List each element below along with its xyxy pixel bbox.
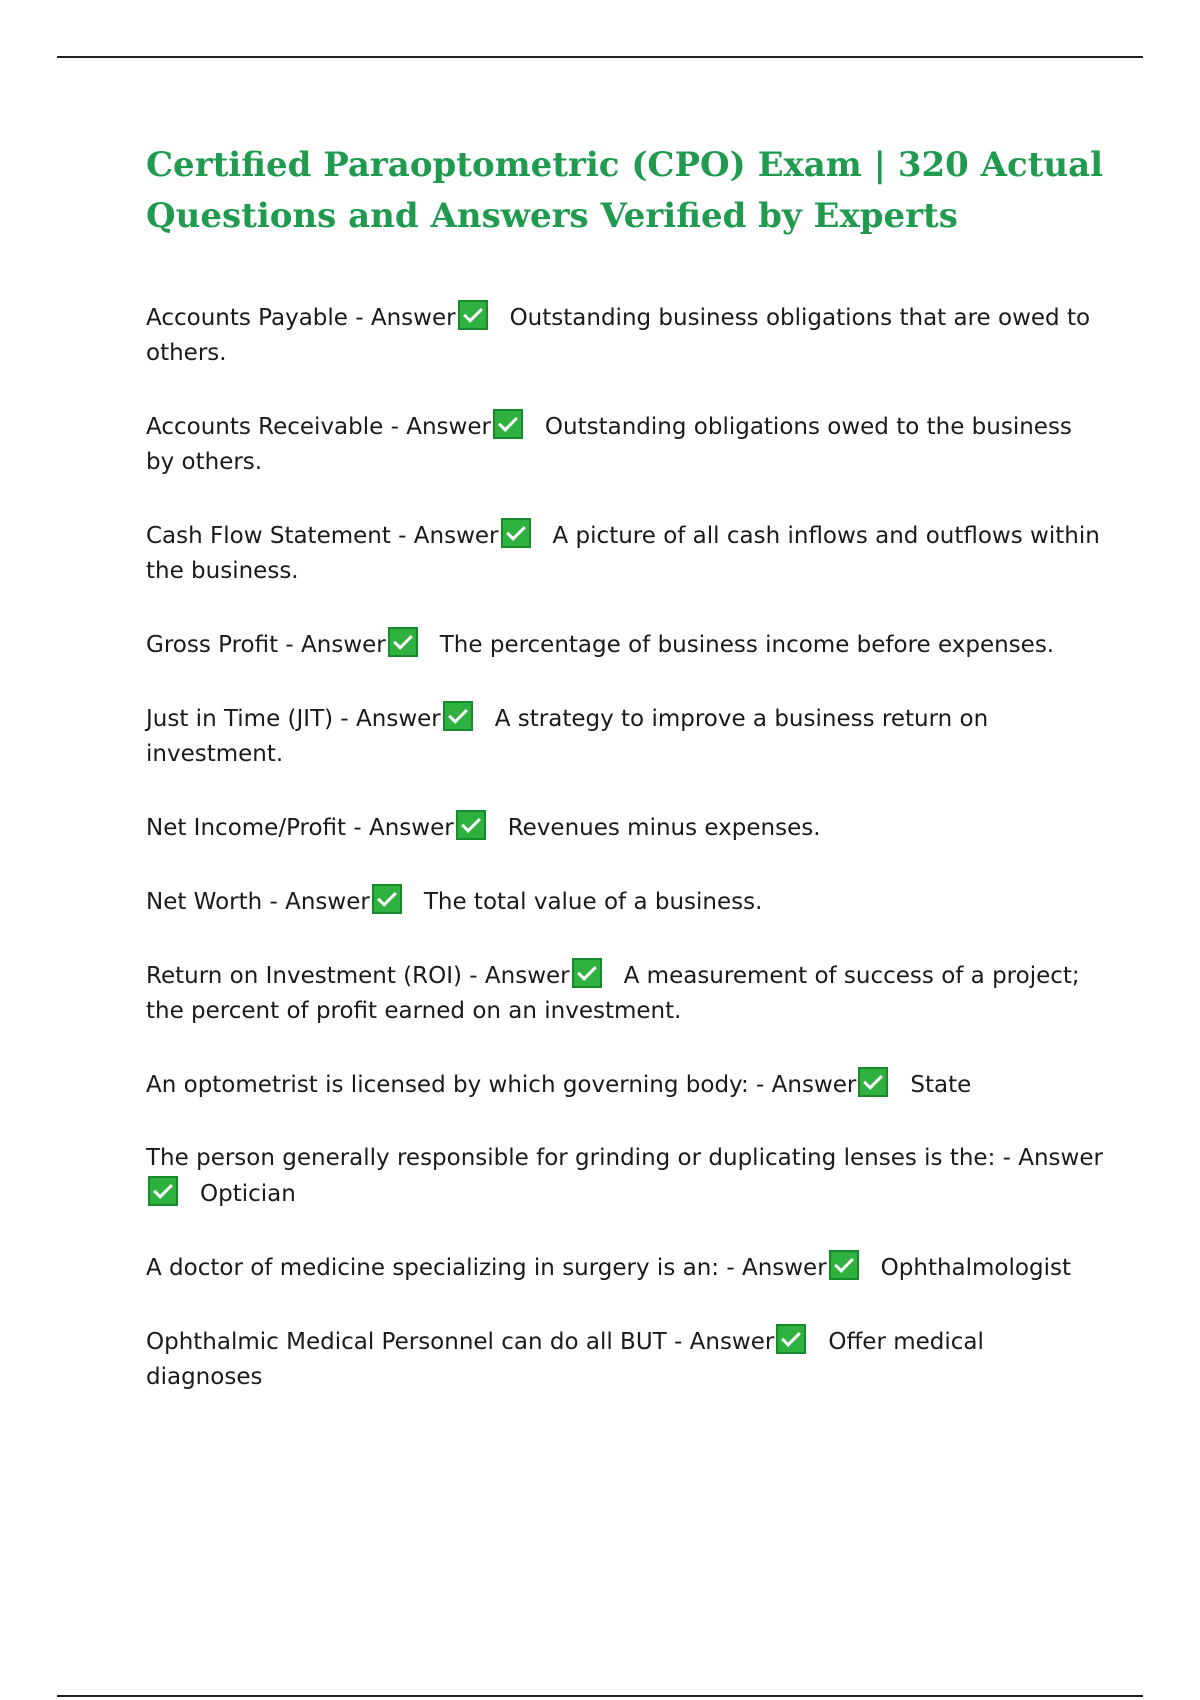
checkmark-icon — [148, 1176, 178, 1206]
qa-item-gross-profit — [146, 627, 1106, 663]
checkmark-icon — [829, 1250, 859, 1280]
document-title: Certified Paraoptometric (CPO) Exam | 320 Actual Questions and Answers Verified by Experts — [146, 145, 1104, 236]
checkmark-icon — [456, 810, 486, 840]
qa-item-accounts-receivable — [146, 409, 1106, 480]
qa-answer: A picture of all cash inflows and outflows within the business. — [146, 523, 1100, 584]
checkmark-icon — [372, 884, 402, 914]
qa-item-net-worth — [146, 884, 1106, 920]
qa-item-ophthalmic-personnel — [146, 1324, 1106, 1395]
checkmark-icon — [493, 409, 523, 439]
qa-answer: Outstanding business obligations that are owed to others. — [146, 305, 1091, 366]
qa-answer: Ophthalmologist — [880, 1255, 1071, 1281]
qa-answer: Revenues minus expenses. — [507, 815, 821, 841]
checkmark-icon — [572, 958, 602, 988]
qa-answer: State — [910, 1072, 972, 1098]
qa-answer: The total value of a business. — [423, 889, 763, 915]
qa-answer: Optician — [200, 1181, 296, 1207]
qa-item-cash-flow-statement — [146, 518, 1106, 589]
qa-question: The person generally responsible for grinding or duplicating lenses is the: - Answer — [146, 1145, 1103, 1171]
document-body — [146, 140, 1106, 1433]
qa-question: Accounts Receivable - Answer — [146, 414, 491, 440]
qa-question: Return on Investment (ROI) - Answer — [146, 963, 570, 989]
qa-question: Net Worth - Answer — [146, 889, 370, 915]
top-divider — [57, 56, 1143, 58]
checkmark-icon — [458, 300, 488, 330]
checkmark-icon — [443, 701, 473, 731]
qa-item-accounts-payable — [146, 300, 1106, 371]
qa-answer: Offer medical diagnoses — [146, 1329, 984, 1390]
qa-question: Cash Flow Statement - Answer — [146, 523, 499, 549]
qa-item-surgery-doctor — [146, 1250, 1106, 1286]
qa-answer: The percentage of business income before expenses. — [439, 632, 1055, 658]
qa-question: A doctor of medicine specializing in surgery is an: - Answer — [146, 1255, 827, 1281]
checkmark-icon — [776, 1324, 806, 1354]
checkmark-icon — [388, 627, 418, 657]
qa-question: Accounts Payable - Answer — [146, 305, 456, 331]
checkmark-icon — [501, 518, 531, 548]
bottom-divider — [57, 1695, 1143, 1697]
qa-question: Gross Profit - Answer — [146, 632, 386, 658]
qa-item-optometrist-licensing — [146, 1067, 1106, 1103]
qa-list — [146, 300, 1106, 1395]
qa-item-lens-grinding — [146, 1141, 1106, 1212]
qa-item-return-on-investment — [146, 958, 1106, 1029]
qa-answer: A measurement of success of a project; the percent of profit earned on an investment. — [146, 963, 1080, 1024]
qa-item-net-income — [146, 810, 1106, 846]
qa-answer: Outstanding obligations owed to the business by others. — [146, 414, 1072, 475]
checkmark-icon — [858, 1067, 888, 1097]
qa-answer: A strategy to improve a business return on investment. — [146, 706, 989, 767]
qa-question: Ophthalmic Medical Personnel can do all BUT - Answer — [146, 1329, 775, 1355]
qa-question: An optometrist is licensed by which governing body: - Answer — [146, 1072, 857, 1098]
qa-item-just-in-time — [146, 701, 1106, 772]
qa-question: Net Income/Profit - Answer — [146, 815, 454, 841]
qa-question: Just in Time (JIT) - Answer — [146, 706, 441, 732]
